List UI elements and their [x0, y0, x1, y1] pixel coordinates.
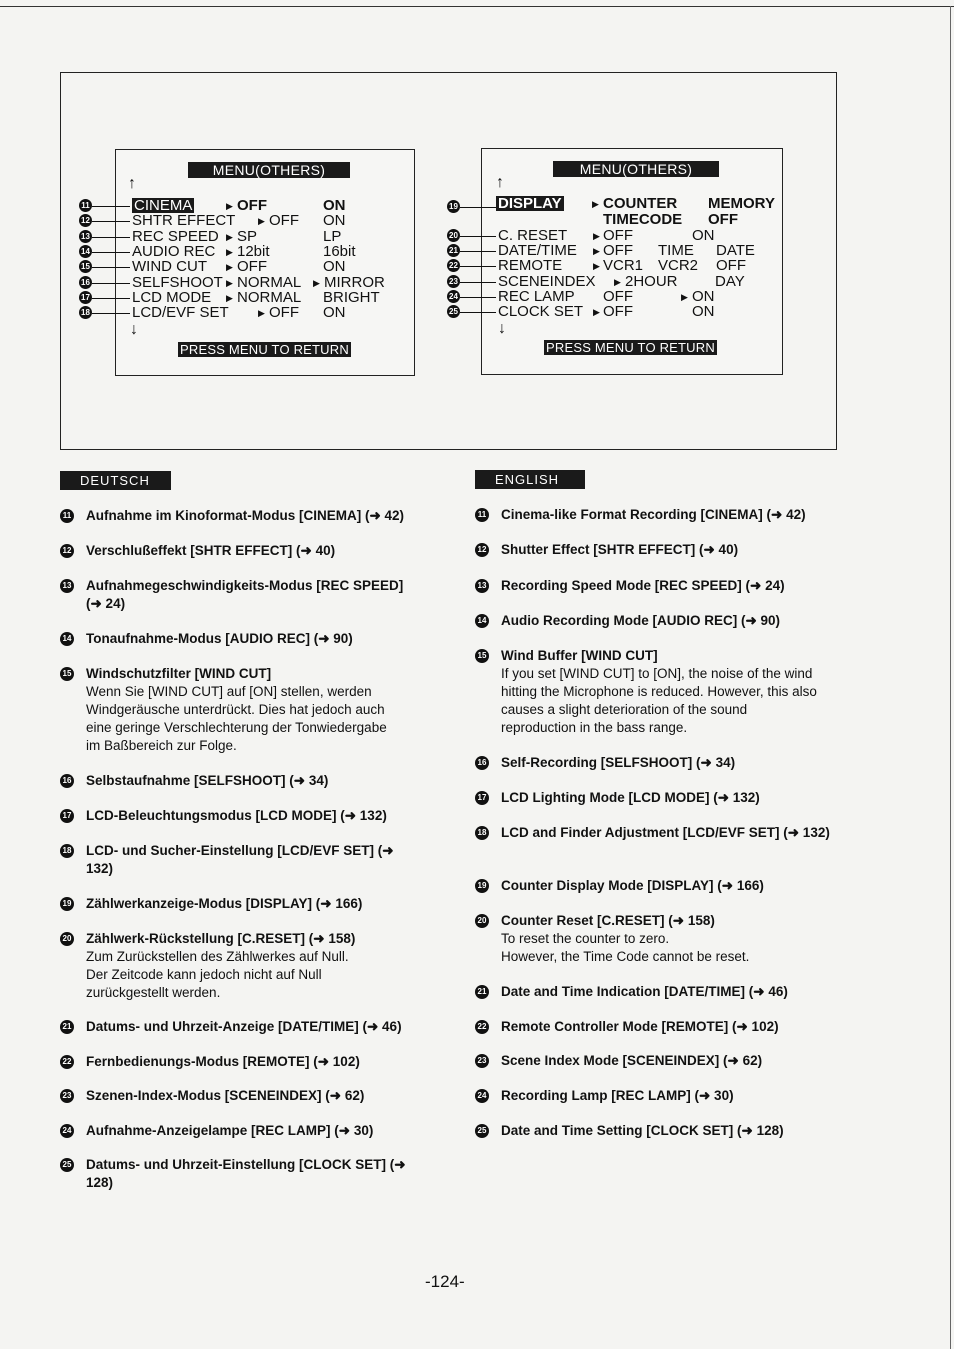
item-description: If you set [WIND CUT] to [ON], the noise of the wind hitting the Microphone is reduced. However, this also causes a slight deterioration of the sound reproduction in the bass range. — [501, 666, 817, 735]
item-body — [86, 630, 420, 648]
deutsch-list-item — [60, 1053, 420, 1071]
display-option-counter: COUNTER — [603, 195, 678, 212]
english-list-item — [475, 789, 840, 807]
item-title: Zählwerkanzeige-Modus [DISPLAY] (➜ 166) — [86, 896, 363, 911]
english-list-item — [475, 1087, 840, 1105]
display-option-off: OFF — [708, 211, 738, 228]
item-title: Fernbedienungs-Modus [REMOTE] (➜ 102) — [86, 1054, 360, 1069]
english-list-item — [475, 1122, 840, 1140]
left-menu-row-value-1: OFF — [237, 258, 267, 275]
item-number-badge: 16 — [475, 756, 489, 770]
deutsch-list-item — [60, 807, 420, 825]
item-number-badge: 18 — [475, 826, 489, 840]
item-body — [501, 506, 840, 524]
triangle-icon: ▶ — [593, 261, 600, 271]
menu-item-marker: 21 — [447, 244, 460, 257]
item-number-badge: 20 — [475, 914, 489, 928]
menu-item-marker: 12 — [79, 214, 92, 227]
english-list-item — [475, 612, 840, 630]
item-body — [86, 577, 420, 613]
item-number-badge: 23 — [475, 1054, 489, 1068]
item-number-badge: 19 — [60, 897, 74, 911]
right-menu-row-label: DATE/TIME — [498, 242, 577, 259]
item-number-badge: 11 — [60, 509, 74, 523]
right-menu-row-value-3: DATE — [716, 242, 755, 259]
item-number-badge: 17 — [475, 791, 489, 805]
item-body — [501, 1087, 840, 1105]
item-title: Selbstaufnahme [SELFSHOOT] (➜ 34) — [86, 773, 329, 788]
right-menu-row-value-3: DAY — [715, 273, 745, 290]
left-menu-row-label: CINEMA — [134, 197, 193, 214]
right-menu-row-value-2: ON — [692, 227, 715, 244]
item-number-badge: 15 — [475, 649, 489, 663]
item-body — [86, 665, 420, 755]
menu-item-marker: 14 — [79, 245, 92, 258]
item-number-badge: 24 — [60, 1124, 74, 1138]
right-menu-display-label: DISPLAY — [498, 195, 562, 212]
item-title: Audio Recording Mode [AUDIO REC] (➜ 90) — [501, 613, 781, 628]
item-title: Cinema-like Format Recording [CINEMA] (➜ 42) — [501, 507, 806, 522]
item-body — [501, 1052, 840, 1070]
left-menu-row-value-2: MIRROR — [324, 274, 385, 291]
item-body — [86, 930, 420, 1002]
item-number-badge: 11 — [475, 508, 489, 522]
marker-leader — [92, 252, 130, 253]
right-menu-row-value-1: OFF — [603, 288, 633, 305]
item-number-badge: 13 — [475, 579, 489, 593]
triangle-icon: ▶ — [593, 307, 600, 317]
item-title: Recording Lamp [REC LAMP] (➜ 30) — [501, 1088, 734, 1103]
page-number: -124- — [425, 1272, 465, 1291]
item-body — [501, 877, 840, 895]
triangle-icon: ▶ — [592, 199, 599, 209]
item-body — [86, 772, 420, 790]
english-list-item — [475, 1052, 840, 1070]
item-body — [86, 1087, 420, 1105]
item-title: Counter Display Mode [DISPLAY] (➜ 166) — [501, 878, 764, 893]
item-number-badge: 12 — [475, 543, 489, 557]
marker-leader — [460, 266, 496, 267]
deutsch-list-item — [60, 630, 420, 648]
item-number-badge: 25 — [475, 1124, 489, 1138]
item-body — [86, 542, 420, 560]
left-menu-row-label: REC SPEED — [132, 228, 219, 245]
item-number-badge: 20 — [60, 932, 74, 946]
item-title: Zählwerk-Rückstellung [C.RESET] (➜ 158) — [86, 931, 356, 946]
item-body — [86, 1156, 420, 1192]
item-title: Datums- und Uhrzeit-Anzeige [DATE/TIME] (➜ 46) — [86, 1019, 402, 1034]
right-press-menu-label: PRESS MENU TO RETURN — [546, 340, 715, 355]
english-tag: ENGLISH — [475, 470, 585, 489]
item-number-badge: 23 — [60, 1089, 74, 1103]
up-arrow-icon: ↑ — [496, 174, 504, 191]
triangle-icon: ▶ — [226, 262, 233, 272]
triangle-icon: ▶ — [226, 247, 233, 257]
item-number-badge: 15 — [60, 667, 74, 681]
item-description: Zum Zurückstellen des Zählwerkes auf Null. Der Zeitcode kann jedoch nicht auf Null zurückgestellt werden. — [86, 949, 349, 1000]
item-number-badge: 12 — [60, 544, 74, 558]
right-menu-title: MENU(OTHERS) — [553, 161, 719, 177]
item-body — [501, 983, 840, 1001]
item-description: To reset the counter to zero. However, the Time Code cannot be reset. — [501, 931, 750, 964]
display-option-timecode: TIMECODE — [603, 211, 683, 228]
item-title: Aufnahme-Anzeigelampe [REC LAMP] (➜ 30) — [86, 1123, 374, 1138]
item-title: Tonaufnahme-Modus [AUDIO REC] (➜ 90) — [86, 631, 353, 646]
item-body — [86, 1018, 420, 1036]
item-title: LCD-Beleuchtungsmodus [LCD MODE] (➜ 132) — [86, 808, 387, 823]
deutsch-list-item — [60, 930, 420, 1002]
item-body — [501, 754, 840, 772]
item-title: Aufnahmegeschwindigkeits-Modus [REC SPEED] (➜ 24) — [86, 578, 404, 611]
marker-leader — [92, 313, 130, 314]
item-title: Remote Controller Mode [REMOTE] (➜ 102) — [501, 1019, 779, 1034]
left-menu-row-value-2: ON — [323, 258, 346, 275]
left-menu-row-label: LCD/EVF SET — [132, 304, 229, 321]
deutsch-list-item — [60, 577, 420, 613]
item-description: Wenn Sie [WIND CUT] auf [ON] stellen, werden Windgeräusche unterdrückt. Dies hat jedoch auch eine geringe Verschlechterung der Tonwiedergabe im Baßbereich zur Folge. — [86, 684, 387, 753]
english-list-item — [475, 912, 840, 966]
item-body — [501, 612, 840, 630]
right-menu-row-value-2: TIME — [658, 242, 694, 259]
marker-leader — [460, 251, 496, 252]
deutsch-tag: DEUTSCH — [60, 471, 171, 490]
menu-item-marker: 13 — [79, 230, 92, 243]
triangle-icon: ▶ — [313, 278, 320, 288]
deutsch-list-item — [60, 507, 420, 525]
left-menu-row-value-1: OFF — [237, 197, 267, 214]
right-menu-row-value-1: VCR1 — [603, 257, 644, 274]
menu-item-marker: 24 — [447, 290, 460, 303]
left-menu-row-value-1: 12bit — [237, 243, 270, 260]
item-number-badge: 25 — [60, 1158, 74, 1172]
right-menu-row-value-3: OFF — [716, 257, 746, 274]
right-menu-row-value-1: 2HOUR — [625, 273, 678, 290]
deutsch-list-item — [60, 542, 420, 560]
item-body — [501, 824, 840, 842]
triangle-icon: ▶ — [258, 216, 265, 226]
item-title: Counter Reset [C.RESET] (➜ 158) — [501, 913, 715, 928]
marker-leader — [92, 221, 130, 222]
menu-item-marker: 11 — [79, 199, 92, 212]
left-menu-row-value-2: ON — [323, 197, 346, 214]
deutsch-list-item — [60, 1018, 420, 1036]
triangle-icon: ▶ — [258, 308, 265, 318]
right-menu-row-label: REC LAMP — [498, 288, 575, 305]
marker-leader — [460, 207, 496, 208]
item-title: Verschlußeffekt [SHTR EFFECT] (➜ 40) — [86, 543, 336, 558]
item-title: LCD and Finder Adjustment [LCD/EVF SET] (➜ 132) — [501, 825, 830, 840]
left-menu-row-value-2: ON — [323, 304, 346, 321]
item-number-badge: 19 — [475, 879, 489, 893]
item-number-badge: 14 — [475, 614, 489, 628]
deutsch-list-item — [60, 665, 420, 755]
english-list-item — [475, 1018, 840, 1036]
top-rule — [0, 6, 954, 7]
left-menu-title: MENU(OTHERS) — [188, 162, 350, 178]
left-menu-row-value-2: BRIGHT — [323, 289, 380, 306]
marker-leader — [92, 298, 130, 299]
item-body — [86, 507, 420, 525]
item-body — [501, 647, 840, 737]
marker-leader — [460, 312, 496, 313]
item-number-badge: 16 — [60, 774, 74, 788]
triangle-icon: ▶ — [593, 246, 600, 256]
item-number-badge: 17 — [60, 809, 74, 823]
item-body — [86, 1122, 420, 1140]
item-body — [501, 577, 840, 595]
item-body — [501, 912, 840, 966]
item-title: LCD Lighting Mode [LCD MODE] (➜ 132) — [501, 790, 760, 805]
english-list-item — [475, 506, 840, 524]
right-menu-row-value-2: ON — [692, 288, 715, 305]
deutsch-list-item — [60, 1122, 420, 1140]
menu-item-marker: 19 — [447, 200, 460, 213]
down-arrow-icon: ↓ — [130, 321, 138, 338]
item-title: Self-Recording [SELFSHOOT] (➜ 34) — [501, 755, 736, 770]
item-title: Aufnahme im Kinoformat-Modus [CINEMA] (➜ 42) — [86, 508, 405, 523]
right-menu-row-value-1: OFF — [603, 303, 633, 320]
item-title: Recording Speed Mode [REC SPEED] (➜ 24) — [501, 578, 785, 593]
right-menu-row-label: CLOCK SET — [498, 303, 584, 320]
item-title: Wind Buffer [WIND CUT] — [501, 648, 658, 663]
marker-leader — [460, 282, 496, 283]
up-arrow-icon: ↑ — [128, 175, 136, 192]
marker-leader — [92, 237, 130, 238]
left-menu-row-value-1: NORMAL — [237, 274, 302, 291]
marker-leader — [92, 267, 130, 268]
english-list-item — [475, 754, 840, 772]
left-menu-row-label: SELFSHOOT — [132, 274, 223, 291]
left-menu-row-value-1: SP — [237, 228, 258, 245]
menu-item-marker: 23 — [447, 275, 460, 288]
triangle-icon: ▶ — [681, 292, 688, 302]
item-number-badge: 22 — [475, 1020, 489, 1034]
item-body — [86, 1053, 420, 1071]
right-menu-row-label: REMOTE — [498, 257, 563, 274]
right-menu-row-label: C. RESET — [498, 227, 568, 244]
item-title: Windschutzfilter [WIND CUT] — [86, 666, 272, 681]
deutsch-list-item — [60, 842, 420, 878]
menu-item-marker: 18 — [79, 306, 92, 319]
left-menu-row-label: LCD MODE — [132, 289, 212, 306]
menu-item-marker: 25 — [447, 305, 460, 318]
item-number-badge: 18 — [60, 844, 74, 858]
triangle-icon: ▶ — [226, 278, 233, 288]
triangle-icon: ▶ — [226, 293, 233, 303]
triangle-icon: ▶ — [614, 277, 621, 287]
item-body — [86, 895, 420, 913]
left-menu-row-value-1: OFF — [269, 212, 299, 229]
item-body — [86, 842, 420, 878]
english-list-item — [475, 824, 840, 842]
left-menu-row-label: SHTR EFFECT — [132, 212, 236, 229]
item-title: LCD- und Sucher-Einstellung [LCD/EVF SET] (➜ 132) — [86, 843, 394, 876]
english-list-item — [475, 983, 840, 1001]
left-menu-row-value-2: 16bit — [323, 243, 356, 260]
marker-leader — [92, 206, 130, 207]
right-menu-row-value-1: OFF — [603, 242, 633, 259]
triangle-icon: ▶ — [226, 201, 233, 211]
item-title: Shutter Effect [SHTR EFFECT] (➜ 40) — [501, 542, 739, 557]
display-option-memory: MEMORY — [708, 195, 775, 212]
marker-leader — [92, 283, 130, 284]
right-menu-row-value-2: VCR2 — [658, 257, 699, 274]
marker-leader — [460, 297, 496, 298]
item-title: Date and Time Indication [DATE/TIME] (➜ 46) — [501, 984, 788, 999]
left-press-menu-label: PRESS MENU TO RETURN — [180, 342, 349, 357]
english-list-item — [475, 577, 840, 595]
item-body — [501, 1122, 840, 1140]
menu-item-marker: 17 — [79, 291, 92, 304]
marker-leader — [460, 236, 496, 237]
deutsch-list-item — [60, 1087, 420, 1105]
left-menu-row-value-1: OFF — [269, 304, 299, 321]
right-menu-row-value-1: OFF — [603, 227, 633, 244]
item-title: Scene Index Mode [SCENEINDEX] (➜ 62) — [501, 1053, 763, 1068]
item-body — [86, 807, 420, 825]
item-title: Szenen-Index-Modus [SCENEINDEX] (➜ 62) — [86, 1088, 365, 1103]
menu-item-marker: 22 — [447, 259, 460, 272]
triangle-icon: ▶ — [593, 231, 600, 241]
right-menu-row-label: SCENEINDEX — [498, 273, 596, 290]
deutsch-list-item — [60, 772, 420, 790]
item-body — [501, 1018, 840, 1036]
triangle-icon: ▶ — [226, 232, 233, 242]
item-number-badge: 14 — [60, 632, 74, 646]
right-menu-row-value-2: ON — [692, 303, 715, 320]
item-number-badge: 24 — [475, 1089, 489, 1103]
item-title: Datums- und Uhrzeit-Einstellung [CLOCK SET] (➜ 128) — [86, 1157, 406, 1190]
english-list-item — [475, 541, 840, 559]
item-number-badge: 22 — [60, 1055, 74, 1069]
item-number-badge: 21 — [60, 1020, 74, 1034]
item-number-badge: 21 — [475, 985, 489, 999]
item-title: Date and Time Setting [CLOCK SET] (➜ 128) — [501, 1123, 784, 1138]
left-menu-row-label: WIND CUT — [132, 258, 207, 275]
item-body — [501, 789, 840, 807]
item-number-badge: 13 — [60, 579, 74, 593]
english-list-item — [475, 647, 840, 737]
item-body — [501, 541, 840, 559]
menu-item-marker: 15 — [79, 260, 92, 273]
left-menu-row-label: AUDIO REC — [132, 243, 216, 260]
down-arrow-icon: ↓ — [498, 320, 506, 337]
left-menu-row-value-2: ON — [323, 212, 346, 229]
menu-item-marker: 16 — [79, 276, 92, 289]
deutsch-list-item — [60, 1156, 420, 1192]
right-rule — [950, 6, 951, 1349]
deutsch-list-item — [60, 895, 420, 913]
left-menu-row-value-1: NORMAL — [237, 289, 302, 306]
left-menu-row-value-2: LP — [323, 228, 342, 245]
menu-item-marker: 20 — [447, 229, 460, 242]
english-list-item — [475, 877, 840, 895]
